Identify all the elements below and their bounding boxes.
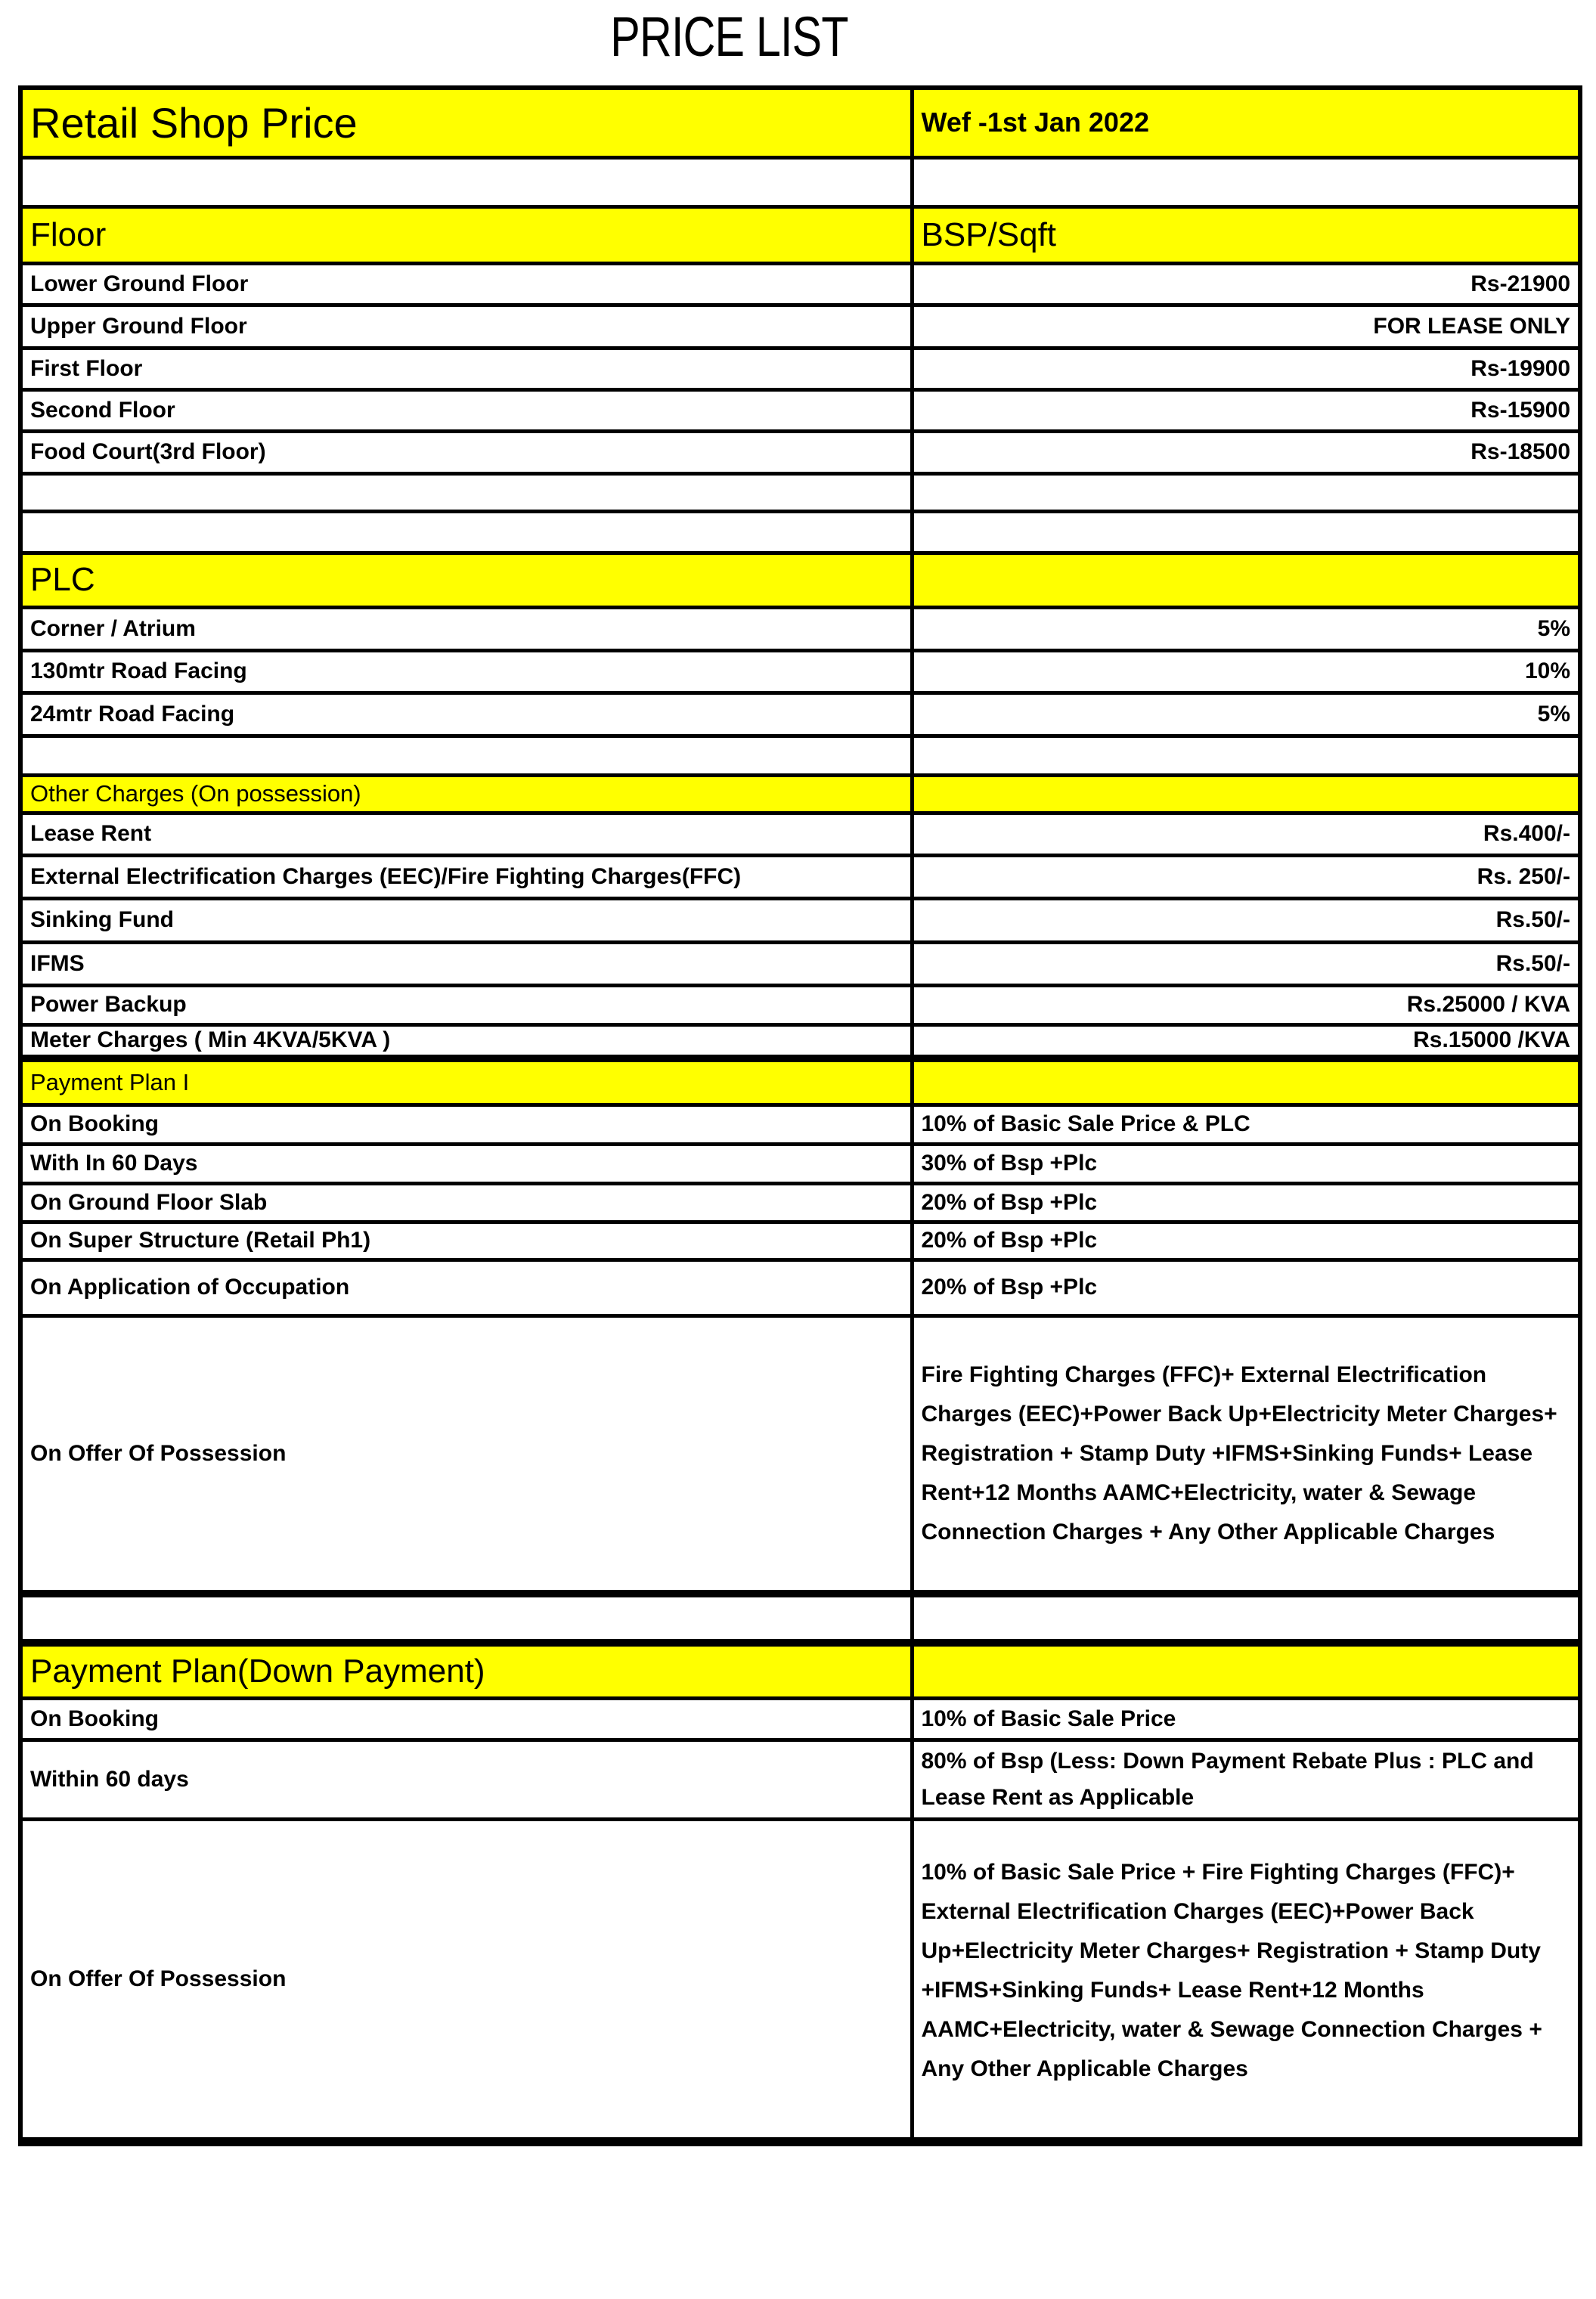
plc-heading: PLC	[20, 553, 912, 607]
row-value: Rs-18500	[912, 431, 1580, 473]
other-charges-row	[20, 855, 1580, 898]
row-value: 80% of Bsp (Less: Down Payment Rebate Plus : PLC and Lease Rent as Applicable	[912, 1740, 1580, 1819]
plc-row	[20, 650, 1580, 692]
payment-plan-1-row	[20, 1259, 1580, 1315]
row-label: On Application of Occupation	[20, 1259, 912, 1315]
empty-cell	[20, 736, 912, 775]
wef-date: Wef -1st Jan 2022	[912, 88, 1580, 157]
row-value: FOR LEASE ONLY	[912, 305, 1580, 348]
row-value: 20% of Bsp +Plc	[912, 1259, 1580, 1315]
payment-plan-down-row	[20, 1698, 1580, 1740]
row-label: Lease Rent	[20, 813, 912, 855]
row-value: Fire Fighting Charges (FFC)+ External Electrification Charges (EEC)+Power Back Up+Electricity Meter Charges+ Registration + Stamp Duty +IFMS+Sinking Funds+ Lease Rent+12 Months AAMC+Electricity, water & Sewage Connection Charges + Any Other Applicable Charges	[912, 1315, 1580, 1594]
row-label: Sinking Fund	[20, 898, 912, 942]
row-label: Power Backup	[20, 985, 912, 1024]
row-value: 5%	[912, 607, 1580, 650]
row-value: 30% of Bsp +Plc	[912, 1144, 1580, 1183]
row-value: 10% of Basic Sale Price & PLC	[912, 1105, 1580, 1144]
row-value: 20% of Bsp +Plc	[912, 1222, 1580, 1259]
floor-heading: Floor	[20, 206, 912, 263]
empty-cell	[912, 473, 1580, 511]
floor-row	[20, 263, 1580, 305]
row-label: On Offer Of Possession	[20, 1315, 912, 1594]
row-label: Second Floor	[20, 389, 912, 431]
other-charges-header-row	[20, 775, 1580, 813]
other-charges-heading: Other Charges (On possession)	[20, 775, 912, 813]
payment-plan-down-heading: Payment Plan(Down Payment)	[20, 1643, 912, 1698]
plc-section-header-row	[20, 553, 1580, 607]
row-label: 24mtr Road Facing	[20, 692, 912, 736]
empty-cell	[912, 736, 1580, 775]
payment-plan-down-header-row	[20, 1643, 1580, 1698]
row-value: 20% of Bsp +Plc	[912, 1183, 1580, 1222]
row-label: Upper Ground Floor	[20, 305, 912, 348]
row-label: 130mtr Road Facing	[20, 650, 912, 692]
floor-row	[20, 305, 1580, 348]
other-charges-row	[20, 985, 1580, 1024]
page-title	[0, 5, 1596, 69]
other-charges-row	[20, 898, 1580, 942]
empty-row	[20, 157, 1580, 206]
row-label: Food Court(3rd Floor)	[20, 431, 912, 473]
row-value: Rs. 250/-	[912, 855, 1580, 898]
row-label: On Offer Of Possession	[20, 1819, 912, 2142]
empty-cell	[912, 1594, 1580, 1643]
floor-row	[20, 431, 1580, 473]
empty-cell	[912, 511, 1580, 553]
empty-cell	[912, 1643, 1580, 1698]
empty-row	[20, 473, 1580, 511]
empty-row	[20, 1594, 1580, 1643]
payment-plan-1-row	[20, 1222, 1580, 1259]
row-label: Meter Charges ( Min 4KVA/5KVA )	[20, 1024, 912, 1058]
row-value: Rs-15900	[912, 389, 1580, 431]
row-value: Rs.400/-	[912, 813, 1580, 855]
row-label: Corner / Atrium	[20, 607, 912, 650]
payment-plan-down-possession-row	[20, 1819, 1580, 2142]
row-label: On Booking	[20, 1105, 912, 1144]
empty-cell	[20, 473, 912, 511]
empty-cell	[912, 1058, 1580, 1105]
retail-shop-price-heading: Retail Shop Price	[20, 88, 912, 157]
row-value: Rs-21900	[912, 263, 1580, 305]
row-label: Lower Ground Floor	[20, 263, 912, 305]
row-value: Rs.15000 /KVA	[912, 1024, 1580, 1058]
payment-plan-1-header-row	[20, 1058, 1580, 1105]
row-value: 10%	[912, 650, 1580, 692]
empty-cell	[912, 157, 1580, 206]
row-value: 10% of Basic Sale Price + Fire Fighting Charges (FFC)+ External Electrification Charges (EEC)+Power Back Up+Electricity Meter Charges+ Registration + Stamp Duty +IFMS+Sinking Funds+ Lease Rent+12 Months AAMC+Electricity, water & Sewage Connection Charges + Any Other Applicable Charges	[912, 1819, 1580, 2142]
row-value: 5%	[912, 692, 1580, 736]
plc-row	[20, 692, 1580, 736]
empty-row	[20, 736, 1580, 775]
row-value: Rs.50/-	[912, 898, 1580, 942]
floor-section-header-row	[20, 206, 1580, 263]
row-label: On Super Structure (Retail Ph1)	[20, 1222, 912, 1259]
empty-cell	[912, 553, 1580, 607]
row-value: Rs.25000 / KVA	[912, 985, 1580, 1024]
page-title-text: PRICE LIST	[610, 5, 848, 68]
row-value: 10% of Basic Sale Price	[912, 1698, 1580, 1740]
other-charges-row	[20, 942, 1580, 985]
empty-cell	[20, 157, 912, 206]
other-charges-row	[20, 813, 1580, 855]
bsp-sqft-heading: BSP/Sqft	[912, 206, 1580, 263]
row-label: With In 60 Days	[20, 1144, 912, 1183]
floor-row	[20, 389, 1580, 431]
empty-cell	[912, 775, 1580, 813]
floor-row	[20, 348, 1580, 389]
row-value: Rs.50/-	[912, 942, 1580, 985]
row-label: Within 60 days	[20, 1740, 912, 1819]
row-label: On Ground Floor Slab	[20, 1183, 912, 1222]
empty-cell	[20, 511, 912, 553]
row-value: Rs-19900	[912, 348, 1580, 389]
payment-plan-1-row	[20, 1144, 1580, 1183]
empty-row	[20, 511, 1580, 553]
plc-row	[20, 607, 1580, 650]
payment-plan-down-row	[20, 1740, 1580, 1819]
header-row	[20, 88, 1580, 157]
payment-plan-1-possession-row	[20, 1315, 1580, 1594]
row-label: IFMS	[20, 942, 912, 985]
empty-cell	[20, 1594, 912, 1643]
other-charges-row	[20, 1024, 1580, 1058]
payment-plan-1-row	[20, 1183, 1580, 1222]
payment-plan-1-heading: Payment Plan I	[20, 1058, 912, 1105]
price-list-table	[18, 85, 1582, 2146]
row-label: External Electrification Charges (EEC)/Fire Fighting Charges(FFC)	[20, 855, 912, 898]
payment-plan-1-row	[20, 1105, 1580, 1144]
row-label: First Floor	[20, 348, 912, 389]
row-label: On Booking	[20, 1698, 912, 1740]
